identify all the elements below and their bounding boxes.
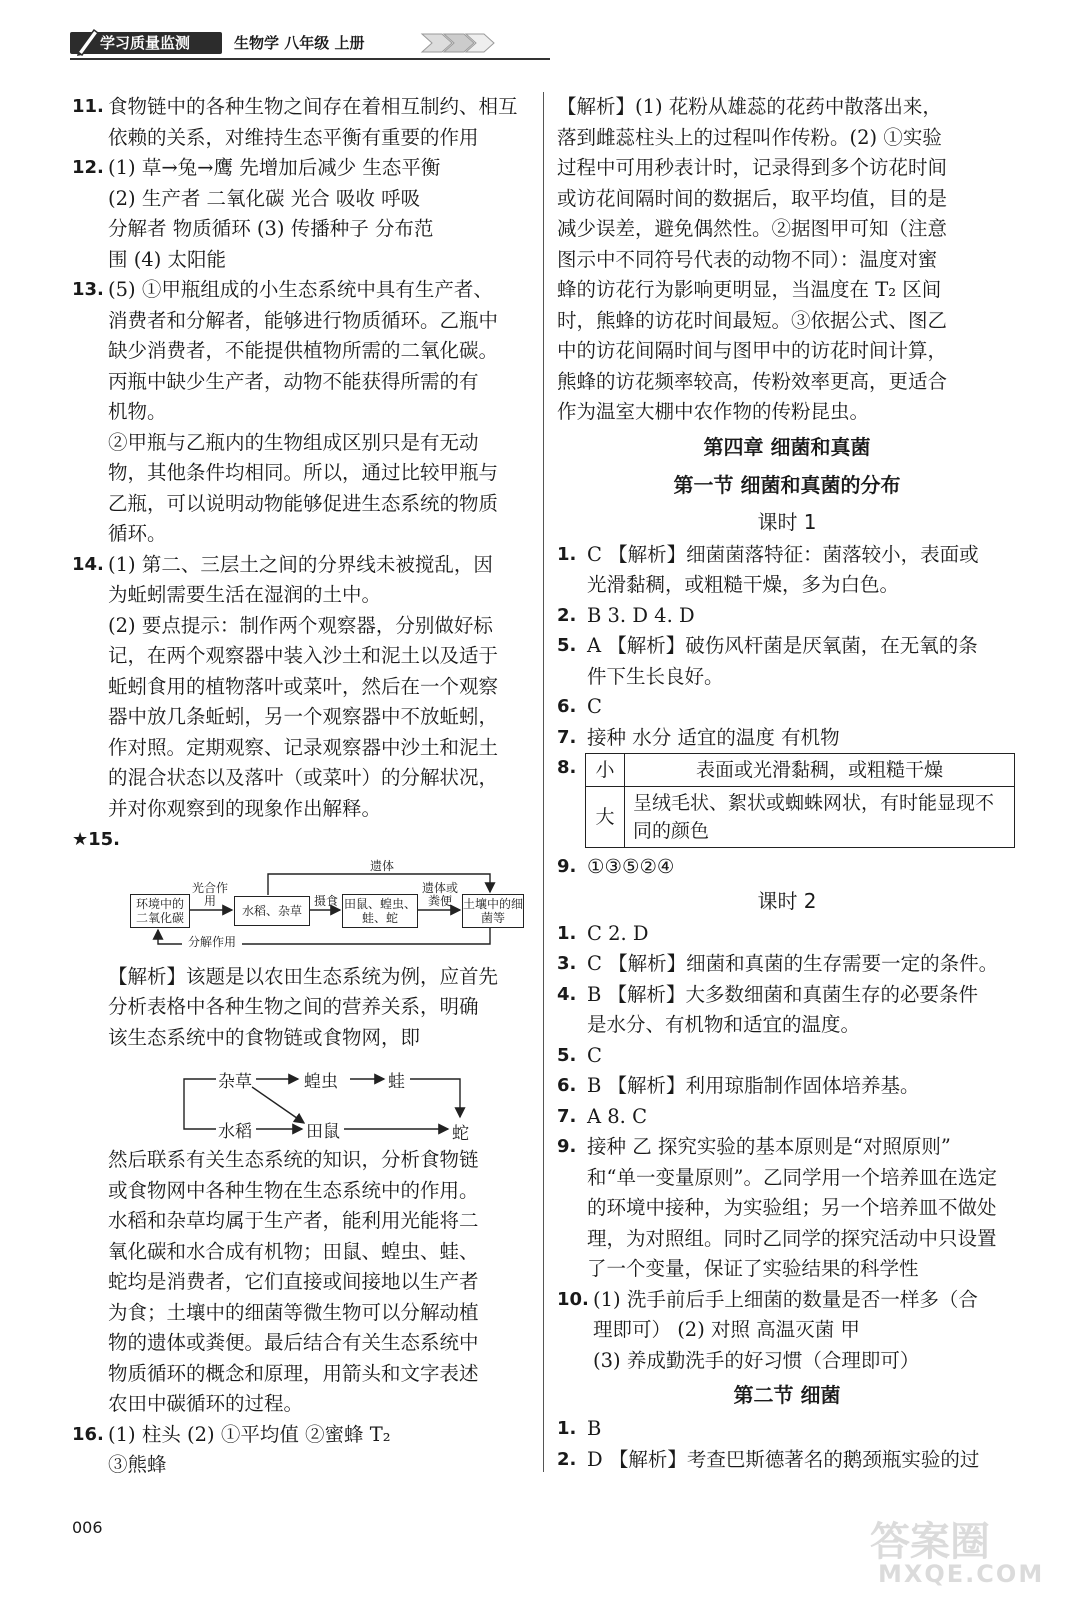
l2-answer-5 xyxy=(557,1041,1017,1072)
page-number: 006 xyxy=(72,1518,103,1537)
answer-14 xyxy=(72,550,534,825)
answer-line: ①③⑤②④ xyxy=(587,855,675,878)
left-column xyxy=(72,92,534,1481)
answer-line: 围 (4) 太阳能 xyxy=(108,247,227,271)
lesson-title: 课时 2 xyxy=(757,888,817,913)
column-divider xyxy=(543,92,544,1472)
question-number: 5. xyxy=(557,1044,577,1066)
answer-15 xyxy=(72,824,534,1420)
answer-12 xyxy=(72,153,534,275)
answer-line: C 【解析】细菌菌落特征：菌落较小，表面或 xyxy=(587,542,979,566)
analysis-line: 氧化碳和水合成有机物；田鼠、蝗虫、蛙、 xyxy=(108,1239,479,1263)
analysis-line: 图示中不同符号代表的动物不同）：温度对蜜 xyxy=(557,247,938,271)
table-row xyxy=(586,754,1015,787)
answer-line: 消费者和分解者，能够进行物质循环。乙瓶中 xyxy=(108,308,499,332)
analysis-line: 水稻和杂草均属于生产者，能利用光能将二 xyxy=(108,1209,479,1232)
feeding-label: 摄食 xyxy=(313,893,338,908)
node-locust: 蝗虫 xyxy=(304,1072,338,1092)
answer-line: 理，为对照组。同时乙同学的探究活动中只设置 xyxy=(587,1226,997,1250)
analysis-line: 分析表格中各种生物之间的营养关系，明确 xyxy=(108,995,479,1018)
answer-line: 物，其他条件均相同。所以，通过比较甲瓶与 xyxy=(108,461,499,484)
question-number: 1. xyxy=(557,543,577,565)
section-title: 第二节 细菌 xyxy=(733,1383,841,1407)
node-snake: 蛇 xyxy=(452,1124,469,1144)
analysis-line: 农田中碳循环的过程。 xyxy=(108,1392,304,1415)
answer-13 xyxy=(72,275,534,550)
question-number: 13. xyxy=(72,279,104,300)
answer-line: 并对你观察到的现象作出解释。 xyxy=(108,796,382,820)
food-web-diagram xyxy=(72,1053,534,1143)
chapter-title: 第四章 细菌和真菌 xyxy=(703,434,871,459)
analysis-line: 中的访花间隔时间与图甲中的访花时间计算， xyxy=(557,339,948,362)
table-cell: 大 xyxy=(586,787,625,848)
l2-answer-6 xyxy=(557,1071,1017,1102)
answer-line: (3) 养成勤洗手的好习惯（合理即可） xyxy=(593,1348,920,1372)
node-frog: 蛙 xyxy=(388,1072,405,1092)
answer-line: 乙瓶，可以说明动物能够促进生态系统的物质 xyxy=(108,491,499,515)
question-number: ★15. xyxy=(72,829,121,850)
soil-bacteria-box: 土壤中的细菌等 xyxy=(462,894,524,928)
answer-line: 蚯蚓食用的植物落叶或菜叶，然后在一个观察 xyxy=(108,674,499,698)
answer-line: (2) 要点提示：制作两个观察器，分别做好标 xyxy=(108,613,493,637)
l1-answer-8 xyxy=(557,753,1017,848)
l2-answer-9 xyxy=(557,1132,1017,1285)
answer-line: C xyxy=(587,695,602,718)
question-number: 1. xyxy=(557,922,577,944)
decomposition-label: 分解作用 xyxy=(182,936,242,949)
answer-line: 接种 水分 适宜的温度 有机物 xyxy=(587,725,840,749)
question-number: 14. xyxy=(72,553,104,575)
question-number: 6. xyxy=(557,696,577,717)
answer-line: ②甲瓶与乙瓶内的生物组成区别只是有无动 xyxy=(108,430,479,454)
analysis-line: 蜂的访花行为影响更明显，当温度在 T₂ 区间 xyxy=(557,278,942,301)
answer-16 xyxy=(72,1420,534,1481)
table-cell: 呈绒毛状、絮状或蜘蛛网状，有时能显现不同的颜色 xyxy=(625,787,1015,848)
answer-line: 理即可） (2) 对照 高温灭菌 甲 xyxy=(593,1318,860,1341)
answer-line: 器中放几条蚯蚓，另一个观察器中不放蚯蚓， xyxy=(108,705,499,728)
answer-line: B 【解析】利用琼脂制作固体培养基。 xyxy=(587,1074,920,1097)
answer-line: 是水分、有机物和适宜的温度。 xyxy=(587,1013,861,1036)
answer-line: B 3. D 4. D xyxy=(587,603,695,627)
answer-line: C xyxy=(587,1043,602,1067)
analysis-line: 物的遗体或粪便。最后结合有关生态系统中 xyxy=(108,1331,479,1354)
right-column xyxy=(557,92,1017,1475)
colony-table xyxy=(585,753,1015,848)
answer-text: 食物链中的各种生物之间存在着相互制约、相互依赖的关系，对维持生态平衡有重要的作用 xyxy=(108,95,518,149)
question-number: 12. xyxy=(72,157,104,178)
question-number: 2. xyxy=(557,604,577,626)
answer-line: C 2. D xyxy=(587,921,649,945)
answer-line: 件下生长良好。 xyxy=(587,664,724,688)
question-number: 9. xyxy=(557,856,577,877)
answer-line: 机物。 xyxy=(108,400,167,423)
answer-line: A 【解析】破伤风杆菌是厌氧菌，在无氧的条 xyxy=(587,634,978,657)
analysis-line: 蛇均是消费者，它们直接或间接地以生产者 xyxy=(108,1270,479,1293)
chevrons-icon xyxy=(420,30,500,56)
node-rice: 水稻 xyxy=(218,1122,252,1142)
answer-line: 缺少消费者，不能提供植物所需的二氧化碳。 xyxy=(108,339,499,362)
analysis-line: 该生态系统中的食物链或食物网，即 xyxy=(108,1025,421,1049)
answer-line: 为蚯蚓需要生活在湿润的土中。 xyxy=(108,583,382,606)
question-number: 11. xyxy=(72,96,104,117)
answer-line: 和“单一变量原则”。乙同学用一个培养皿在选定 xyxy=(587,1165,997,1189)
question-number: 16. xyxy=(72,1423,104,1445)
page-header xyxy=(70,30,500,58)
watermark-bottom: MXQE.COM xyxy=(878,1560,1045,1588)
answer-line: D 【解析】考查巴斯德著名的鹅颈瓶实验的过 xyxy=(587,1447,980,1471)
answer-line: (1) 草→兔→鹰 先增加后减少 生态平衡 xyxy=(108,156,441,179)
co2-box: 环境中的二氧化碳 xyxy=(130,894,190,928)
analysis-line: 熊蜂的访花频率较高，传粉效率更高，更适合 xyxy=(557,369,948,393)
l2-answer-10 xyxy=(557,1285,1017,1377)
section-title: 第一节 细菌和真菌的分布 xyxy=(673,472,901,497)
answer-line: C 【解析】细菌和真菌的生存需要一定的条件。 xyxy=(587,952,999,975)
l2-answer-7 xyxy=(557,1102,1017,1133)
answer-line: 作对照。定期观察、记录观察器中沙土和泥土 xyxy=(108,735,499,759)
l1-answer-2 xyxy=(557,601,1017,632)
answer-line: 分解者 物质循环 (3) 传播种子 分布范 xyxy=(108,217,434,240)
header-rule xyxy=(70,58,550,60)
answer-line: (5) ①甲瓶组成的小生态系统中具有生产者、 xyxy=(108,278,493,301)
analysis-line: 减少误差，避免偶然性。②据图甲可知（注意 xyxy=(557,217,948,240)
l1-answer-9 xyxy=(557,852,1017,883)
question-number: 7. xyxy=(557,726,577,748)
answer-line: 的环境中接种，为实验组；另一个培养皿不做处 xyxy=(587,1196,997,1219)
question-number: 9. xyxy=(557,1136,577,1157)
analysis-line: 物质循环的概念和原理，用箭头和文字表述 xyxy=(108,1361,479,1385)
question-number: 5. xyxy=(557,635,577,656)
analysis-line: 然后联系有关生态系统的知识，分析食物链 xyxy=(108,1148,479,1171)
l1-answer-1 xyxy=(557,540,1017,601)
answer-line: B xyxy=(587,1417,602,1440)
carbon-cycle-diagram xyxy=(72,858,534,954)
question-number: 3. xyxy=(557,953,577,974)
analysis-line: 或食物网中各种生物在生态系统中的作用。 xyxy=(108,1178,479,1202)
answer-line: 光滑黏稠，或粗糙干燥，多为白色。 xyxy=(587,573,900,596)
answer-line: 丙瓶中缺少生产者，动物不能获得所需的有 xyxy=(108,369,479,393)
l1-answer-7 xyxy=(557,723,1017,754)
animals-box: 田鼠、蝗虫、蛙、蛇 xyxy=(342,894,418,928)
remains-top-label: 遗体 xyxy=(362,860,402,873)
analysis-line: 作为温室大棚中农作物的传粉昆虫。 xyxy=(557,400,870,423)
table-row xyxy=(586,787,1015,848)
answer-line: (1) 洗手前后手上细菌的数量是否一样多（合 xyxy=(593,1287,978,1311)
l2-answer-1 xyxy=(557,919,1017,950)
answer-line: A 8. C xyxy=(587,1104,648,1128)
pen-icon xyxy=(74,26,100,56)
analysis-line: 时，熊蜂的访花时间最短。③依据公式、图乙 xyxy=(557,308,948,332)
answer-line: 循环。 xyxy=(108,522,167,545)
node-field-mouse: 田鼠 xyxy=(306,1122,340,1142)
question-number: 4. xyxy=(557,983,577,1005)
answer-11 xyxy=(72,92,534,153)
question-number: 8. xyxy=(557,757,577,778)
answer-line: (1) 柱头 (2) ①平均值 ②蜜蜂 T₂ xyxy=(108,1422,391,1446)
l3-answer-1 xyxy=(557,1414,1017,1445)
photosynthesis-label: 光合作用 xyxy=(192,880,229,908)
question-number: 7. xyxy=(557,1105,577,1127)
lesson-title: 课时 1 xyxy=(757,509,817,534)
subject-label: 生物学 八年级 上册 xyxy=(234,34,365,52)
answer-line: B 【解析】大多数细菌和真菌生存的必要条件 xyxy=(587,982,979,1006)
question-number: 2. xyxy=(557,1448,577,1470)
answer-line: (2) 生产者 二氧化碳 光合 吸收 呼吸 xyxy=(108,186,421,210)
answer-line: 接种 乙 探究实验的基本原则是“对照原则” xyxy=(587,1135,951,1158)
question-number: 6. xyxy=(557,1075,577,1096)
analysis-16 xyxy=(557,92,1017,428)
analysis-line: 【解析】该题是以农田生态系统为例，应首先 xyxy=(108,964,499,988)
analysis-line: 【解析】(1) 花粉从雄蕊的花药中散落出来， xyxy=(557,95,942,118)
answer-line: 的混合状态以及落叶（或菜叶）的分解状况， xyxy=(108,766,499,789)
answer-line: 记，在两个观察器中装入沙土和泥土以及适于 xyxy=(108,644,499,667)
table-cell: 小 xyxy=(586,754,625,787)
analysis-line: 落到雌蕊柱头上的过程叫作传粉。(2) ①实验 xyxy=(557,125,942,149)
series-title: 学习质量监测 xyxy=(100,34,191,52)
watermark-top: 答案圈 xyxy=(870,1519,990,1565)
l2-answer-4 xyxy=(557,980,1017,1041)
answer-line: ③熊蜂 xyxy=(108,1453,167,1476)
analysis-line: 或访花间隔时间的数据后，取平均值，目的是 xyxy=(557,186,948,210)
question-number: 10. xyxy=(557,1288,589,1310)
node-weeds: 杂草 xyxy=(218,1072,252,1092)
l2-answer-3 xyxy=(557,949,1017,980)
analysis-line: 过程中可用秒表计时，记录得到多个访花时间 xyxy=(557,156,948,179)
watermark-logo xyxy=(850,1510,1045,1590)
question-number: 1. xyxy=(557,1418,577,1439)
table-cell: 表面或光滑黏稠，或粗糙干燥 xyxy=(625,754,1015,787)
analysis-line: 为食；土壤中的细菌等微生物可以分解动植 xyxy=(108,1300,479,1324)
l3-answer-2 xyxy=(557,1445,1017,1476)
l1-answer-5 xyxy=(557,631,1017,692)
answer-line: 了一个变量，保证了实验结果的科学性 xyxy=(587,1257,919,1280)
l1-answer-6 xyxy=(557,692,1017,723)
plants-box: 水稻、杂草 xyxy=(234,896,310,926)
answer-line: (1) 第二、三层土之间的分界线未被搅乱，因 xyxy=(108,552,493,576)
remains-label: 遗体或粪便 xyxy=(421,880,458,908)
